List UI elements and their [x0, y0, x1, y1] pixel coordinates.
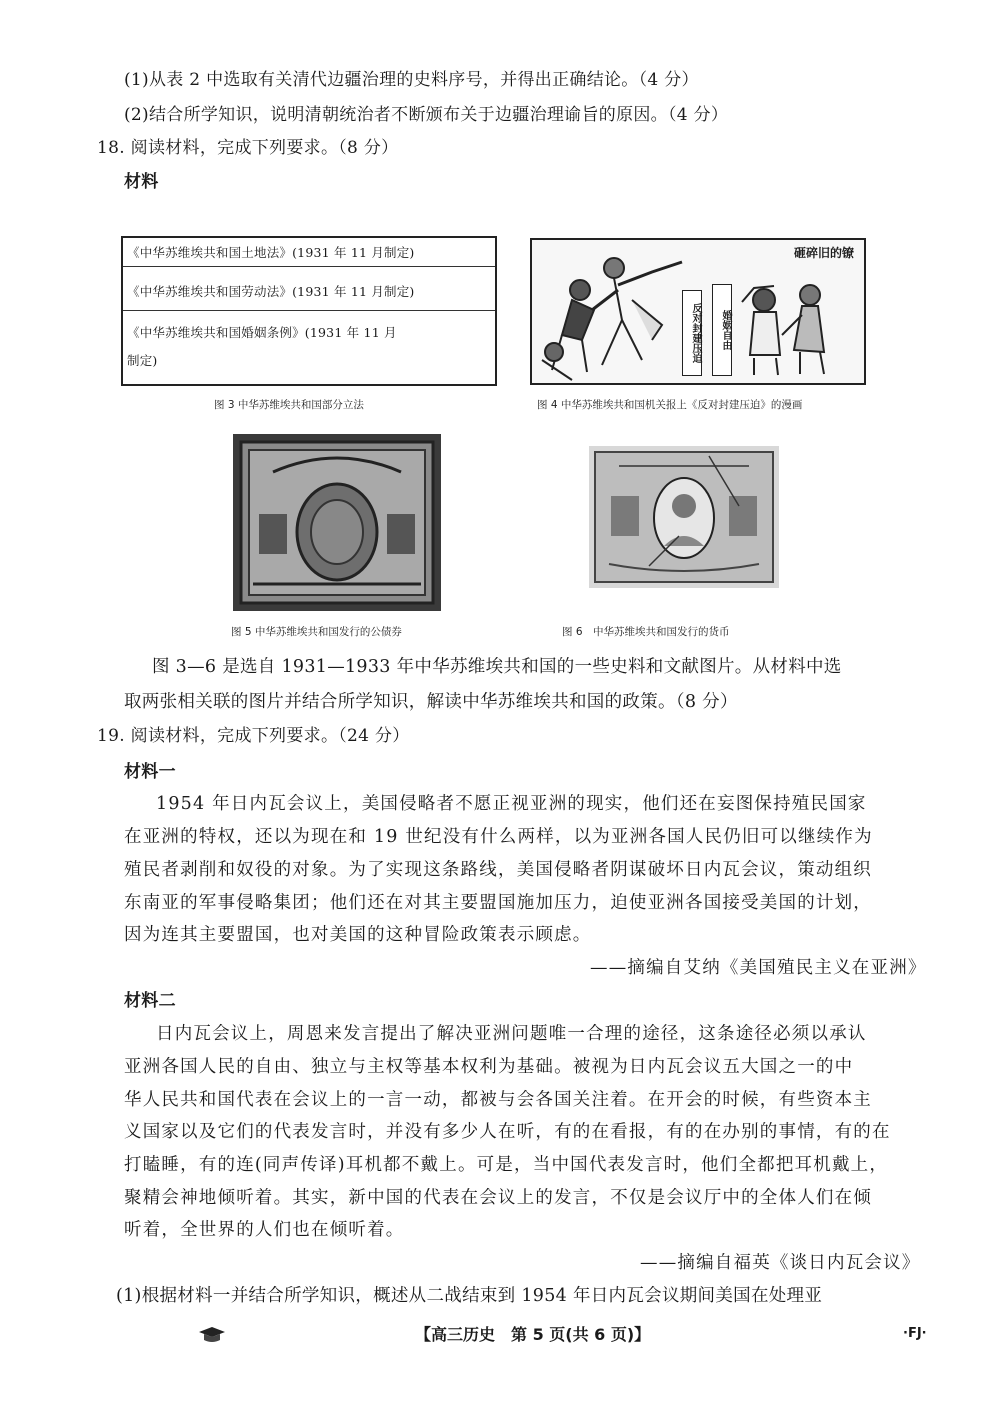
law-land: 《中华苏维埃共和国土地法》(1931 年 11 月制定) — [127, 245, 415, 260]
q19-title: 19. 阅读材料，完成下列要求。（24 分） — [97, 726, 410, 746]
footer-code: ·FJ· — [903, 1326, 927, 1341]
q18-title: 18. 阅读材料，完成下列要求。（8 分） — [97, 138, 399, 158]
figure-4-cartoon — [530, 238, 866, 385]
q18-prompt-line2: 取两张相关联的图片并结合所学知识，解读中华苏维埃共和国的政策。（8 分） — [124, 692, 738, 712]
material2-line: 华人民共和国代表在会议上的一言一动，都被与会各国关注着。在开会的时候，有些资本主 — [124, 1090, 872, 1110]
law-marriage: 《中华苏维埃共和国婚姻条例》(1931 年 11 月 — [127, 325, 397, 340]
divider — [123, 266, 495, 267]
q18-prompt-line1: 图 3—6 是选自 1931—1933 年中华苏维埃共和国的一些史料和文献图片。从材料中选 — [152, 657, 842, 677]
q17-sub2: (2)结合所学知识，说明清朝统治者不断颁布关于边疆治理谕旨的原因。（4 分） — [124, 105, 729, 125]
material1-label: 材料一 — [124, 762, 176, 782]
figure-4-caption: 图 4 中华苏维埃共和国机关报上《反对封建压迫》的漫画 — [537, 399, 803, 411]
material2-label: 材料二 — [124, 991, 176, 1011]
law-marriage-cont: 制定) — [127, 353, 158, 368]
material1-line: 1954 年日内瓦会议上，美国侵略者不愿正视亚洲的现实，他们还在妄图保持殖民国家 — [156, 794, 867, 814]
material1-source: ——摘编自艾纳《美国殖民主义在亚洲》 — [590, 958, 927, 978]
figure-6-currency-image — [589, 446, 779, 588]
cartoon-title: 砸碎旧的镣 — [793, 246, 854, 260]
figure-3-caption: 图 3 中华苏维埃共和国部分立法 — [214, 399, 364, 411]
footer-page-info: 【高三历史 第 5 页(共 6 页)】 — [415, 1325, 651, 1344]
cartoon-banner-right: 婚姻自由 — [712, 284, 732, 376]
material2-line: 聚精会神地倾听着。其实，新中国的代表在会议上的发言，不仅是会议厅中的全体人们在倾 — [124, 1188, 872, 1208]
material2-line: 义国家以及它们的代表发言时，并没有多少人在听，有的在看报，有的在办别的事情，有的在 — [124, 1122, 891, 1142]
material1-line: 东南亚的军事侵略集团；他们还在对其主要盟国施加压力，迫使亚洲各国接受美国的计划， — [124, 893, 872, 913]
q17-sub1: (1)从表 2 中选取有关清代边疆治理的史料序号，并得出正确结论。（4 分） — [124, 70, 699, 90]
material2-line: 日内瓦会议上，周恩来发言提出了解决亚洲问题唯一合理的途径，这条途径必须以承认 — [156, 1024, 867, 1044]
q18-material-label: 材料 — [124, 172, 159, 192]
material2-source: ——摘编自福英《谈日内瓦会议》 — [640, 1253, 921, 1273]
divider — [123, 310, 495, 311]
cartoon-banner-left: 反对封建压迫 — [682, 290, 702, 376]
material1-line: 殖民者剥削和奴役的对象。为了实现这条路线，美国侵略者阴谋破坏日内瓦会议，策动组织 — [124, 860, 872, 880]
figure-6-caption: 图 6 中华苏维埃共和国发行的货币 — [562, 626, 730, 638]
figure-3-laws-box — [121, 236, 497, 386]
law-labor: 《中华苏维埃共和国劳动法》(1931 年 11 月制定) — [127, 284, 415, 299]
material2-line: 亚洲各国人民的自由、独立与主权等基本权利为基础。被视为日内瓦会议五大国之一的中 — [124, 1057, 854, 1077]
figure-5-bond-image — [233, 434, 441, 611]
material2-line: 打瞌睡，有的连(同声传译)耳机都不戴上。可是，当中国代表发言时，他们全都把耳机戴上， — [124, 1155, 889, 1175]
graduation-cap-icon — [197, 1325, 227, 1345]
material1-line: 因为连其主要盟国，也对美国的这种冒险政策表示顾虑。 — [124, 925, 592, 945]
material2-line: 听着，全世界的人们也在倾听着。 — [124, 1220, 405, 1240]
figure-5-caption: 图 5 中华苏维埃共和国发行的公债券 — [231, 626, 402, 638]
material1-line: 在亚洲的特权，还以为现在和 19 世纪没有什么两样，以为亚洲各国人民仍旧可以继续作为 — [124, 827, 873, 847]
q19-sub1: (1)根据材料一并结合所学知识，概述从二战结束到 1954 年日内瓦会议期间美国在处理亚 — [116, 1286, 823, 1306]
